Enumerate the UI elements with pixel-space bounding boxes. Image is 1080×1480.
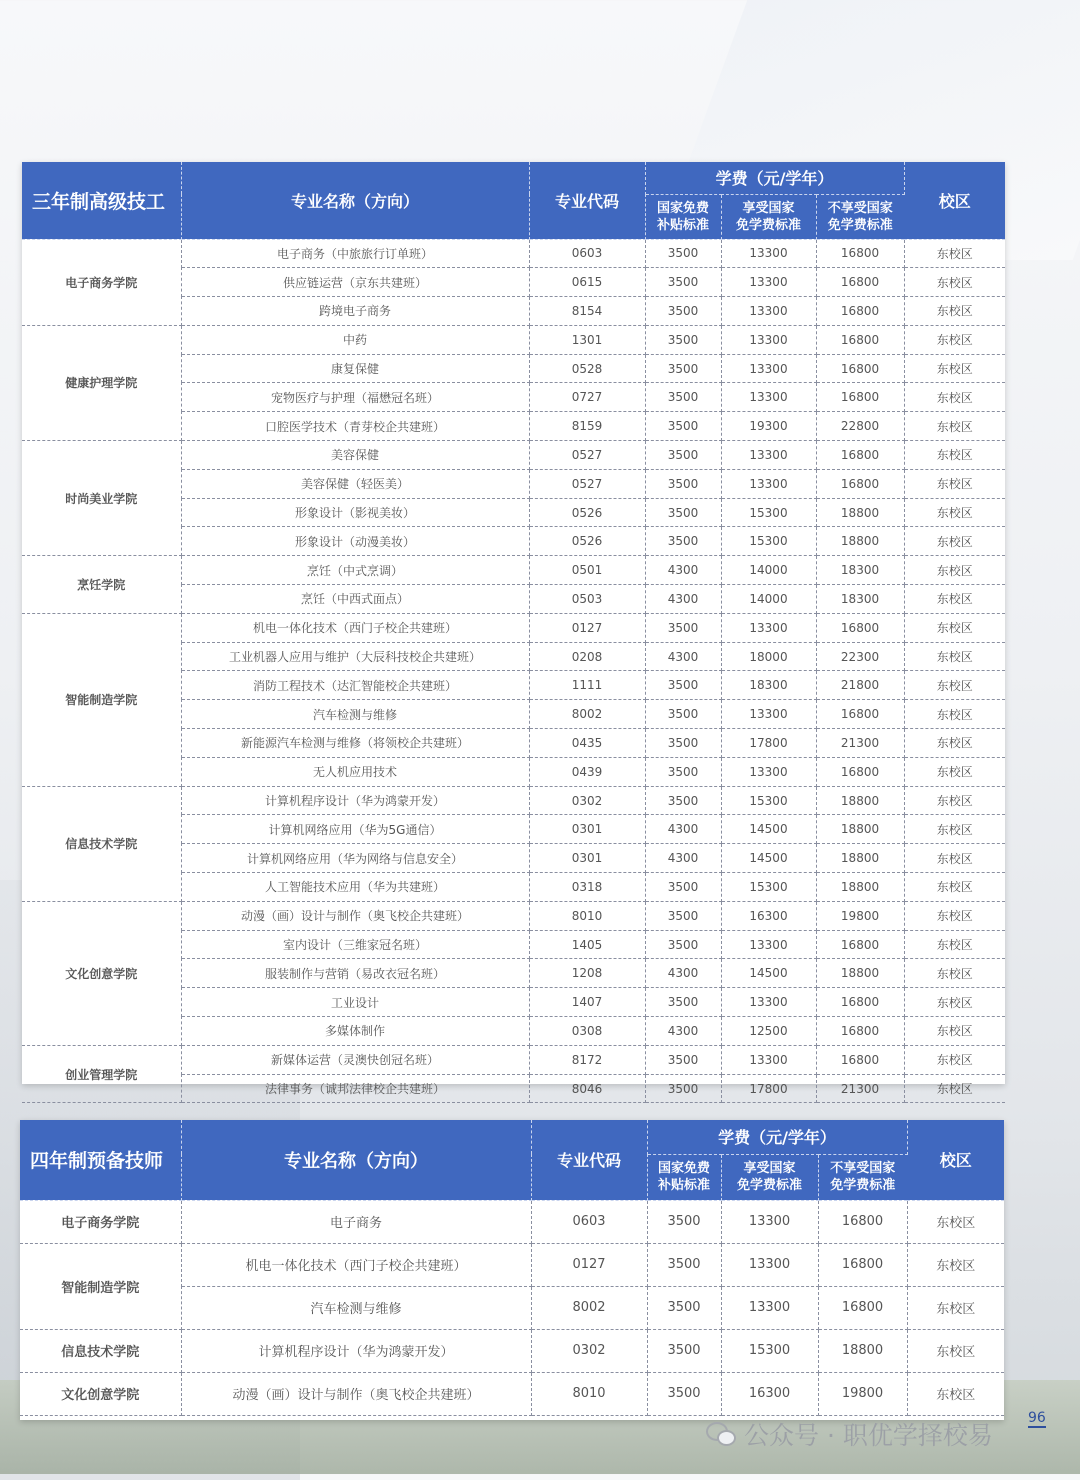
- campus: 东校区: [907, 1372, 1004, 1415]
- fee-subsidy: 3500: [645, 700, 721, 729]
- major-name: 电子商务（中旅旅行订单班）: [181, 239, 529, 268]
- fee-nonexempt: 16800: [818, 1200, 907, 1243]
- department-name: 创业管理学院: [22, 1045, 181, 1103]
- fee-nonexempt: 18800: [816, 527, 904, 556]
- campus: 东校区: [904, 959, 1005, 988]
- major-code: 0127: [529, 613, 645, 642]
- fee-subsidy: 3500: [645, 354, 721, 383]
- major-code: 8172: [529, 1045, 645, 1074]
- fee-nonexempt: 16800: [816, 469, 904, 498]
- department-name: 智能制造学院: [20, 1243, 181, 1329]
- campus: 东校区: [904, 1017, 1005, 1046]
- major-code: 8154: [529, 297, 645, 326]
- fee-subsidy-header: 国家免费 补贴标准: [647, 1154, 721, 1200]
- fee-nonexempt: 16800: [816, 700, 904, 729]
- major-name: 服装制作与营销（易改衣冠名班）: [181, 959, 529, 988]
- major-name: 美容保健（轻医美）: [181, 469, 529, 498]
- major-code: 8010: [531, 1372, 647, 1415]
- fee-exempt: 17800: [721, 1074, 816, 1103]
- fee-exempt-header: 享受国家 免学费标准: [721, 1154, 818, 1200]
- department-name: 时尚美业学院: [22, 441, 181, 556]
- table-row: [22, 441, 1005, 470]
- fee-nonexempt: 18800: [816, 873, 904, 902]
- campus: 东校区: [907, 1286, 1004, 1329]
- fee-exempt: 13300: [721, 469, 816, 498]
- major-code: 1111: [529, 671, 645, 700]
- campus: 东校区: [904, 786, 1005, 815]
- table-row: [20, 1372, 1004, 1415]
- campus: 东校区: [904, 412, 1005, 441]
- watermark: [706, 1416, 993, 1452]
- fee-subsidy: 3500: [645, 383, 721, 412]
- campus: 东校区: [904, 1074, 1005, 1103]
- major-code: 1301: [529, 325, 645, 354]
- major-code: 0302: [531, 1329, 647, 1372]
- major-name: 计算机网络应用（华为5G通信）: [181, 815, 529, 844]
- fee-exempt: 17800: [721, 729, 816, 758]
- major-code: 8002: [531, 1286, 647, 1329]
- program-title: 四年制预备技师: [20, 1120, 181, 1200]
- major-code: 0501: [529, 556, 645, 585]
- department-name: 信息技术学院: [20, 1329, 181, 1372]
- major-code: 0439: [529, 757, 645, 786]
- fee-subsidy: 4300: [645, 815, 721, 844]
- table-row: [22, 239, 1005, 268]
- fee-subsidy: 3500: [645, 613, 721, 642]
- fee-subsidy: 3500: [645, 930, 721, 959]
- department-name: 电子商务学院: [22, 239, 181, 325]
- major-name: 跨境电子商务: [181, 297, 529, 326]
- major-name: 机电一体化技术（西门子校企共建班）: [181, 613, 529, 642]
- major-code: 1208: [529, 959, 645, 988]
- major-name: 宠物医疗与护理（福懋冠名班）: [181, 383, 529, 412]
- fee-subsidy: 4300: [645, 556, 721, 585]
- fee-nonexempt: 22300: [816, 642, 904, 671]
- campus: 东校区: [904, 383, 1005, 412]
- fee-exempt: 14500: [721, 959, 816, 988]
- major-code: 0127: [531, 1243, 647, 1286]
- fee-subsidy: 3500: [645, 268, 721, 297]
- campus: 东校区: [904, 527, 1005, 556]
- fee-nonexempt: 16800: [816, 1045, 904, 1074]
- major-code: 0318: [529, 873, 645, 902]
- four-year-fee-table-panel: [20, 1120, 1004, 1420]
- three-year-fee-table: [22, 162, 1005, 1103]
- fee-group-header: 学费（元/学年）: [647, 1120, 907, 1154]
- fee-group-header: 学费（元/学年）: [645, 162, 904, 194]
- fee-exempt: 13300: [721, 757, 816, 786]
- fee-exempt: 13300: [721, 383, 816, 412]
- major-code: 8159: [529, 412, 645, 441]
- fee-nonexempt: 16800: [816, 325, 904, 354]
- major-name: 动漫（画）设计与制作（奥飞校企共建班）: [181, 1372, 531, 1415]
- fee-exempt: 13300: [721, 930, 816, 959]
- campus: 东校区: [904, 498, 1005, 527]
- campus: 东校区: [904, 700, 1005, 729]
- major-name: 形象设计（动漫美妆）: [181, 527, 529, 556]
- major-name: 新媒体运营（灵澳快创冠名班）: [181, 1045, 529, 1074]
- major-name: 口腔医学技术（青芽校企共建班）: [181, 412, 529, 441]
- fee-nonexempt: 16800: [816, 613, 904, 642]
- fee-nonexempt: 16800: [816, 757, 904, 786]
- table-row: [22, 901, 1005, 930]
- fee-exempt: 15300: [721, 527, 816, 556]
- fee-nonexempt: 18800: [816, 815, 904, 844]
- major-code: 0727: [529, 383, 645, 412]
- fee-nonexempt: 18800: [816, 844, 904, 873]
- campus: 东校区: [904, 729, 1005, 758]
- fee-subsidy: 3500: [645, 441, 721, 470]
- campus: 东校区: [904, 757, 1005, 786]
- fee-nonexempt: 19800: [818, 1372, 907, 1415]
- fee-exempt: 16300: [721, 901, 816, 930]
- major-name: 计算机网络应用（华为网络与信息安全）: [181, 844, 529, 873]
- fee-subsidy: 3500: [647, 1329, 721, 1372]
- campus: 东校区: [904, 239, 1005, 268]
- fee-subsidy: 3500: [645, 297, 721, 326]
- fee-nonexempt: 16800: [818, 1286, 907, 1329]
- fee-exempt: 15300: [721, 873, 816, 902]
- fee-nonexempt: 22800: [816, 412, 904, 441]
- fee-nonexempt: 16800: [816, 354, 904, 383]
- major-name: 电子商务: [181, 1200, 531, 1243]
- program-title: 三年制高级技工: [22, 162, 181, 239]
- major-name: 人工智能技术应用（华为共建班）: [181, 873, 529, 902]
- major-code: 0208: [529, 642, 645, 671]
- fee-subsidy: 3500: [645, 1074, 721, 1103]
- department-name: 文化创意学院: [22, 901, 181, 1045]
- major-code: 0301: [529, 844, 645, 873]
- campus: 东校区: [904, 1045, 1005, 1074]
- department-name: 电子商务学院: [20, 1200, 181, 1243]
- major-code: 0603: [531, 1200, 647, 1243]
- code-header: 专业代码: [529, 162, 645, 239]
- fee-subsidy: 3500: [645, 901, 721, 930]
- fee-subsidy: 3500: [645, 729, 721, 758]
- table-row: [20, 1200, 1004, 1243]
- campus: 东校区: [904, 930, 1005, 959]
- fee-nonexempt: 16800: [816, 268, 904, 297]
- major-code: 0301: [529, 815, 645, 844]
- fee-exempt: 13300: [721, 354, 816, 383]
- campus-header: 校区: [907, 1120, 1004, 1200]
- campus: 东校区: [904, 441, 1005, 470]
- table-row: [20, 1329, 1004, 1372]
- fee-subsidy: 3500: [645, 527, 721, 556]
- table-row: [22, 786, 1005, 815]
- fee-nonexempt: 16800: [816, 297, 904, 326]
- fee-subsidy: 3500: [645, 988, 721, 1017]
- fee-nonexempt: 18300: [816, 585, 904, 614]
- fee-subsidy: 3500: [645, 239, 721, 268]
- campus: 东校区: [904, 844, 1005, 873]
- major-code: 8046: [529, 1074, 645, 1103]
- table-row: [22, 325, 1005, 354]
- page-number: 96: [1028, 1410, 1046, 1426]
- fee-subsidy: 4300: [645, 642, 721, 671]
- campus: 东校区: [907, 1243, 1004, 1286]
- fee-exempt: 13300: [721, 441, 816, 470]
- fee-exempt: 13300: [721, 1286, 818, 1329]
- department-name: 健康护理学院: [22, 325, 181, 440]
- fee-subsidy: 4300: [645, 959, 721, 988]
- campus: 东校区: [904, 325, 1005, 354]
- major-name: 工业设计: [181, 988, 529, 1017]
- major-name: 消防工程技术（达汇智能校企共建班）: [181, 671, 529, 700]
- three-year-fee-table-panel: [22, 162, 1005, 1096]
- campus: 东校区: [904, 297, 1005, 326]
- fee-subsidy-header: 国家免费 补贴标准: [645, 194, 721, 239]
- major-code: 1405: [529, 930, 645, 959]
- major-name: 烹饪（中西式面点）: [181, 585, 529, 614]
- campus: 东校区: [904, 671, 1005, 700]
- major-code: 0528: [529, 354, 645, 383]
- fee-nonexempt: 16800: [816, 441, 904, 470]
- major-name: 新能源汽车检测与维修（将领校企共建班）: [181, 729, 529, 758]
- major-name: 多媒体制作: [181, 1017, 529, 1046]
- major-name: 无人机应用技术: [181, 757, 529, 786]
- fee-nonexempt: 18300: [816, 556, 904, 585]
- department-name: 智能制造学院: [22, 613, 181, 786]
- fee-nonexempt: 18800: [816, 498, 904, 527]
- fee-exempt: 15300: [721, 786, 816, 815]
- campus: 东校区: [904, 268, 1005, 297]
- fee-exempt: 13300: [721, 1243, 818, 1286]
- fee-nonexempt: 19800: [816, 901, 904, 930]
- fee-subsidy: 3500: [645, 469, 721, 498]
- fee-nonexempt: 16800: [816, 988, 904, 1017]
- fee-exempt: 13300: [721, 268, 816, 297]
- fee-exempt: 14000: [721, 585, 816, 614]
- major-name: 美容保健: [181, 441, 529, 470]
- fee-nonexempt: 16800: [818, 1243, 907, 1286]
- fee-exempt: 13300: [721, 1200, 818, 1243]
- fee-nonexempt: 18800: [816, 786, 904, 815]
- table-row: [22, 1045, 1005, 1074]
- campus: 东校区: [904, 901, 1005, 930]
- major-code: 8010: [529, 901, 645, 930]
- fee-nonexempt: 16800: [816, 1017, 904, 1046]
- fee-exempt: 14500: [721, 844, 816, 873]
- fee-exempt: 13300: [721, 613, 816, 642]
- campus: 东校区: [907, 1200, 1004, 1243]
- fee-subsidy: 4300: [645, 1017, 721, 1046]
- major-name: 汽车检测与维修: [181, 700, 529, 729]
- fee-exempt: 13300: [721, 988, 816, 1017]
- major-name: 康复保健: [181, 354, 529, 383]
- major-name: 计算机程序设计（华为鸿蒙开发）: [181, 1329, 531, 1372]
- fee-nonexempt: 21800: [816, 671, 904, 700]
- fee-nonexempt: 21300: [816, 729, 904, 758]
- fee-nonexempt: 21300: [816, 1074, 904, 1103]
- fee-exempt: 14000: [721, 556, 816, 585]
- fee-exempt: 14500: [721, 815, 816, 844]
- fee-exempt: 15300: [721, 498, 816, 527]
- campus: 东校区: [904, 585, 1005, 614]
- major-code: 0526: [529, 527, 645, 556]
- campus: 东校区: [904, 988, 1005, 1017]
- fee-subsidy: 3500: [647, 1372, 721, 1415]
- fee-exempt: 12500: [721, 1017, 816, 1046]
- table-row: [22, 613, 1005, 642]
- campus: 东校区: [907, 1329, 1004, 1372]
- fee-exempt: 13300: [721, 239, 816, 268]
- campus-header: 校区: [904, 162, 1005, 239]
- major-code: 0503: [529, 585, 645, 614]
- major-code: 0527: [529, 441, 645, 470]
- fee-subsidy: 3500: [645, 786, 721, 815]
- fee-nonexempt: 18800: [816, 959, 904, 988]
- major-name: 中药: [181, 325, 529, 354]
- fee-exempt: 13300: [721, 700, 816, 729]
- fee-exempt: 18300: [721, 671, 816, 700]
- fee-subsidy: 4300: [645, 844, 721, 873]
- major-name: 工业机器人应用与维护（大辰科技校企共建班）: [181, 642, 529, 671]
- fee-exempt: 13300: [721, 297, 816, 326]
- watermark-text: 公众号 · 职优学择校易: [744, 1421, 993, 1450]
- major-code: 8002: [529, 700, 645, 729]
- fee-exempt: 15300: [721, 1329, 818, 1372]
- major-code: 0308: [529, 1017, 645, 1046]
- fee-nonexempt: 16800: [816, 239, 904, 268]
- major-code: 0527: [529, 469, 645, 498]
- fee-subsidy: 3500: [645, 1045, 721, 1074]
- department-name: 烹饪学院: [22, 556, 181, 614]
- campus: 东校区: [904, 815, 1005, 844]
- major-name: 计算机程序设计（华为鸿蒙开发）: [181, 786, 529, 815]
- major-name: 烹饪（中式烹调）: [181, 556, 529, 585]
- fee-subsidy: 3500: [645, 498, 721, 527]
- campus: 东校区: [904, 354, 1005, 383]
- fee-exempt: 13300: [721, 325, 816, 354]
- code-header: 专业代码: [531, 1120, 647, 1200]
- fee-nonexempt: 18800: [818, 1329, 907, 1372]
- fee-subsidy: 4300: [645, 585, 721, 614]
- fee-nonexempt-header: 不享受国家 免学费标准: [816, 194, 904, 239]
- fee-subsidy: 3500: [645, 325, 721, 354]
- four-year-fee-table: [20, 1120, 1004, 1416]
- campus: 东校区: [904, 556, 1005, 585]
- campus: 东校区: [904, 873, 1005, 902]
- fee-nonexempt-header: 不享受国家 免学费标准: [818, 1154, 907, 1200]
- fee-subsidy: 3500: [645, 671, 721, 700]
- department-name: 文化创意学院: [20, 1372, 181, 1415]
- major-code: 0603: [529, 239, 645, 268]
- fee-exempt: 19300: [721, 412, 816, 441]
- fee-exempt: 18000: [721, 642, 816, 671]
- fee-subsidy: 3500: [647, 1243, 721, 1286]
- fee-subsidy: 3500: [645, 412, 721, 441]
- campus: 东校区: [904, 642, 1005, 671]
- fee-subsidy: 3500: [647, 1286, 721, 1329]
- campus: 东校区: [904, 613, 1005, 642]
- major-name: 供应链运营（京东共建班）: [181, 268, 529, 297]
- major-code: 0526: [529, 498, 645, 527]
- major-code: 0302: [529, 786, 645, 815]
- major-header: 专业名称（方向）: [181, 162, 529, 239]
- major-name: 法律事务（诚邦法律校企共建班）: [181, 1074, 529, 1103]
- wechat-icon: [706, 1422, 736, 1446]
- fee-exempt: 16300: [721, 1372, 818, 1415]
- fee-subsidy: 3500: [645, 757, 721, 786]
- major-name: 动漫（画）设计与制作（奥飞校企共建班）: [181, 901, 529, 930]
- major-code: 0615: [529, 268, 645, 297]
- fee-exempt-header: 享受国家 免学费标准: [721, 194, 816, 239]
- department-name: 信息技术学院: [22, 786, 181, 901]
- major-code: 1407: [529, 988, 645, 1017]
- major-name: 室内设计（三维家冠名班）: [181, 930, 529, 959]
- fee-subsidy: 3500: [645, 873, 721, 902]
- fee-exempt: 13300: [721, 1045, 816, 1074]
- major-name: 汽车检测与维修: [181, 1286, 531, 1329]
- fee-subsidy: 3500: [647, 1200, 721, 1243]
- major-code: 0435: [529, 729, 645, 758]
- major-header: 专业名称（方向）: [181, 1120, 531, 1200]
- campus: 东校区: [904, 469, 1005, 498]
- major-name: 机电一体化技术（西门子校企共建班）: [181, 1243, 531, 1286]
- major-name: 形象设计（影视美妆）: [181, 498, 529, 527]
- fee-nonexempt: 16800: [816, 930, 904, 959]
- table-row: [20, 1243, 1004, 1286]
- table-row: [22, 556, 1005, 585]
- fee-nonexempt: 16800: [816, 383, 904, 412]
